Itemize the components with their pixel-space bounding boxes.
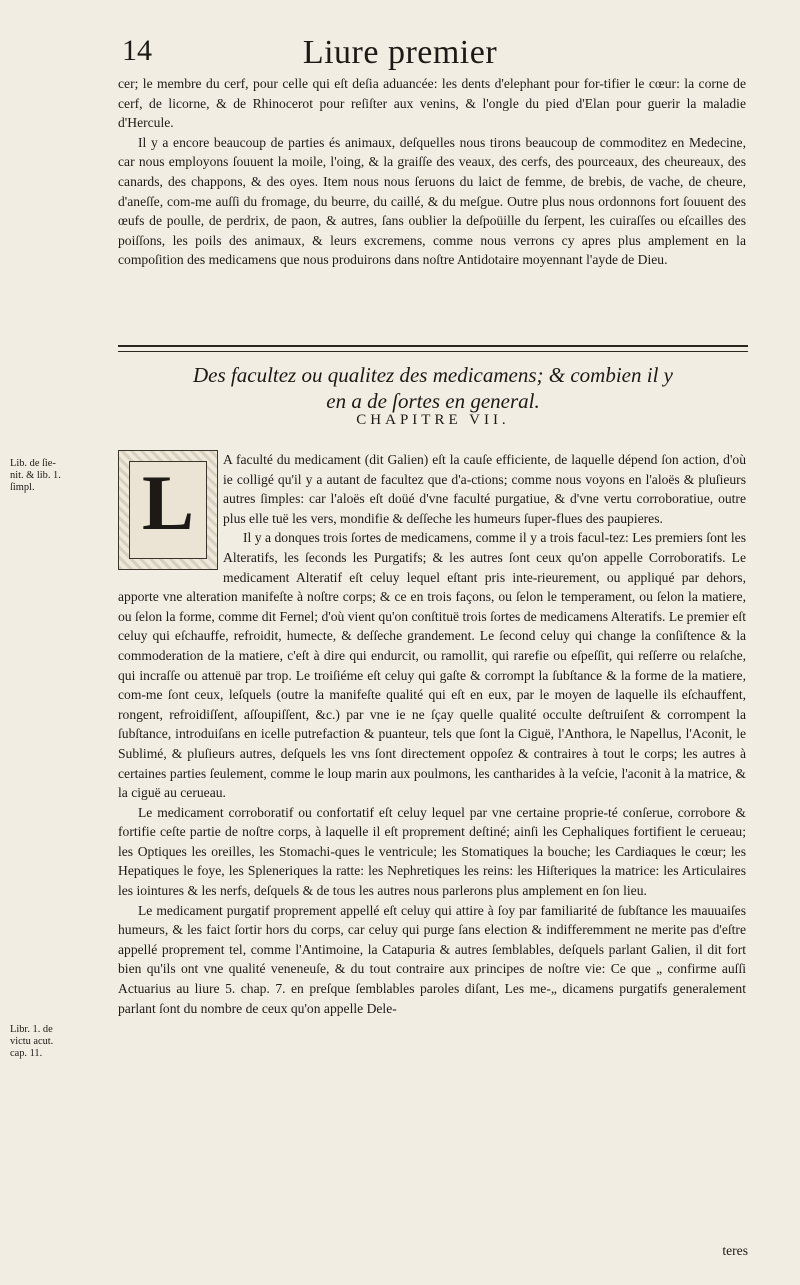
intro-text [118,74,746,270]
intro-paragraph: cer; le membre du cerf, pour celle qui eſt deſia aduancée: les dents d'elephant pour for-tifier le cœur: la corne de cerf, de licorne, & de Rhinocerot pour reſiſter aux venins, & l'ongle du pied d'Elan pour guerir la maladie d'Hercule. [118,76,746,131]
chapter-text [118,450,746,1018]
chapter-first-paragraph: A faculté du medicament (dit Galien) eſt la cauſe efficiente, de laquelle dépend ſon action, d'où ie colligé qu'il y a autant de facultez que d'a-ctions; comme nous voyons en l'aloës & pluſieurs autres ſimples: car l'aloës eſt doüé d'vne faculté purgatiue, & d'vne vertu corroboratiue, outre plus elle tuë les vers, mondifie & deſſeche les humeurs ſuper-flues des paupieres. [223,452,746,526]
ornamental-drop-cap [118,450,218,570]
section-title-line: en a de ſortes en general. [326,389,540,413]
margin-note: Lib. de ſie-nit. & lib. 1. ſimpl. [10,458,61,493]
running-title: Liure premier [302,34,498,71]
catchword: teres [722,1243,748,1258]
page-header [0,34,800,74]
section-title [118,362,748,414]
intro-paragraph: Il y a encore beaucoup de parties és animaux, deſquelles nous tirons beaucoup de commoditez en Medecine, car nous employons ſouuent la moile, l'oing, & la graiſſe des veaux, des cerfs, des pourceaux, des cheureaux, des canards, des chappons, & des oyes. Item nous nous ſeruons du laict de femme, de brebis, de vache, de cheure, d'aneſſe, com-me auſſi du fromage, du beurre, du caillé, & du meſgue. Outre plus nous ordonnons fort ſouuent des œufs de poulle, de perdrix, de paon, & autres, ſans oublier la deſpoüille du ſerpent, les cuiraſſes ou eſcailles des poiſſons, les poils des animaux, & leurs excremens, comme nous verrons cy apres plus amplement en la compoſition des medicamens que nous produirons dans noſtre Antidotaire moyennant l'ayde de Dieu. [118,134,746,268]
margin-note: Libr. 1. de victu acut. cap. 11. [10,1024,54,1059]
section-title-line: Des facultez ou qualitez des medicamens; & combien il y [193,363,673,387]
chapter-paragraph: Le medicament corroboratif ou confortatif eſt celuy lequel par vne certaine proprie-té conſerue, corrobore & fortifie ceſte partie de noſtre corps, à laquelle il eſt proprement deſtiné; ainſi les Cephaliques fortifient le cerueau; les Optiques les oreilles, les Stomachi-ques le ventricule; les Stomatiques la bouche; les Cardiaques le cœur; les Hepatiques le foye, les Spleneriques la ratte: les Nephretiques les reins: les Hiſteriques la matrice: les Articulaires les iointures & les nerfs, deſquels & de tous les autres nous parlerons plus amplement en ſon lieu. [118,804,746,899]
ornamental-rule [118,345,748,352]
page-number: 14 [122,34,152,67]
drop-cap-letter: L [141,459,195,546]
chapter-paragraph: Le medicament purgatif proprement appellé eſt celuy qui attire à ſoy par familiarité de ſubſtance les mauuaiſes humeurs, & les faict ſortir hors du corps, car celuy qui purge ſans election & indifferemment ne merite pas d'eſtre appellé proprement tel, comme l'Antimoine, la Catapuria & autres ſemblables, deſquels parlant Galien, il dit fort bien qu'ils ont vne qualité veneneuſe, & du tout contraire aux principes de noſtre vie: Ce que „ confirme auſſi Actuarius au liure 5. chap. 7. en preſque ſemblables paroles diſant, Les me-„ dicamens purgatifs generalement parlant ſont du nombre de ceux qu'on appelle Dele- [118,902,746,1016]
chapter-paragraph: Il y a donques trois ſortes de medicamens, comme il y a trois facul-tez: Les premiers ſont les Alteratifs, les ſeconds les Purgatifs; & les autres ſont ceux qu'on appelle Corroboratifs. Le medicament Alteratif eſt celuy lequel eſtant pris inte-rieurement, ou appliqué par dehors, apporte vne alteration manifeſte à noſtre corps; & ce en trois façons, ou ſelon le temperament, ou ſelon la matiere, ou ſelon la forme, comme dit Fernel; d'où vient qu'on conſtituë trois ſortes de medicamens Alteratifs. Le premier eſt celuy qui eſchauffe, refroidit, humecte, & deſſeche grandement. Le ſecond celuy qui change la conſiſtence & la commoderation de la matiere, c'eſt à dire qui endurcit, ou ramollit, qui rarefie ou eſpeſſit, qui reſſerre ou relaſche, qui incraſſe ou attenuë par trop. Le troiſiéme eſt celuy qui gaſte & corrompt la ſubſtance & la forme de la matiere, com-me ſont ceux, leſquels (outre la manifeſte qualité qui eſt en eux, par le moyen de laquelle ils eſchauffent, rongent, refroidiſſent, aſſoupiſſent, &c.) par vne ie ne ſçay quelle qualité occulte deſtruiſent & corrompent la ſubſtance, introduiſans en icelle putrefaction & puanteur, tels que ſont la Ciguë, l'Anthora, le Napellus, l'Aconit, le Sublimé, & pluſieurs autres, deſquels les vns ſont directement oppoſez & contraires à tout le corps; les autres à certaines parties ſeulement, comme le loup marin aux poulmons, les cantharides à la veſcie, l'aconit à la matrice, & la ciguë au cerueau. [118,530,746,801]
chapter-label: CHAPITRE VII. [356,412,510,428]
